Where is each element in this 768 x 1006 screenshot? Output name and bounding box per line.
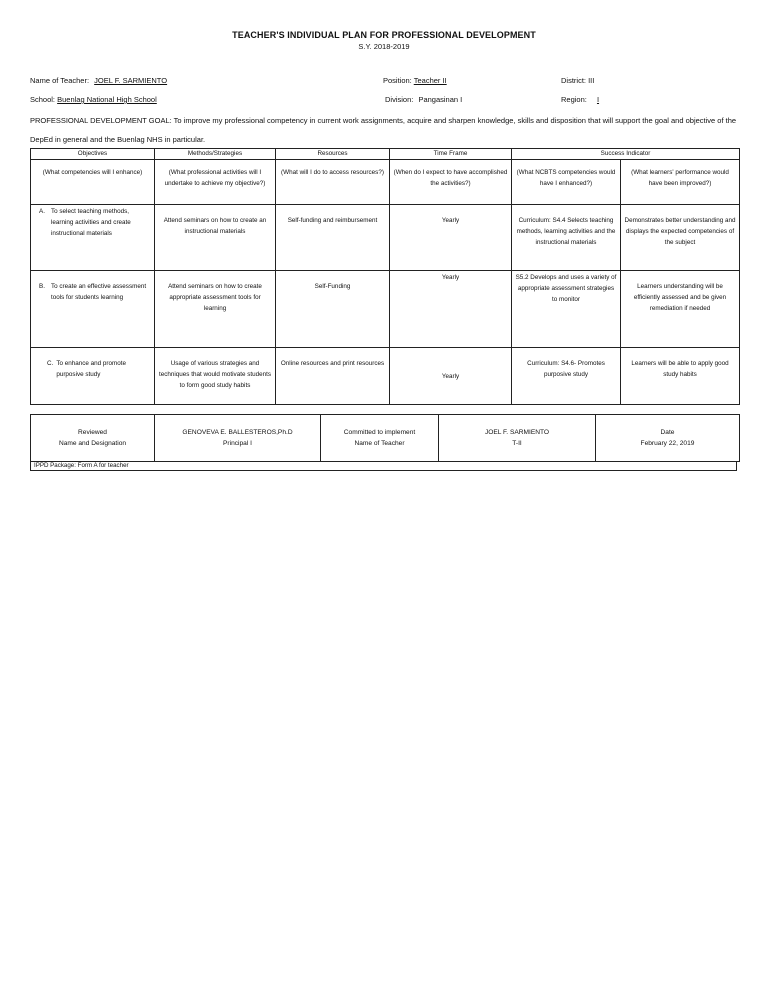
header-success-indicator: Success Indicator [512, 149, 740, 160]
row-c-resource: Online resources and print resources [276, 348, 390, 405]
region-field [561, 95, 601, 104]
signature-table [30, 414, 740, 462]
header-methods: Methods/Strategies [155, 149, 276, 160]
row-c-objective [31, 348, 155, 405]
row-b-ncbts: S5.2 Develops and uses a variety of appropriate assessment strategies to monitor [512, 271, 621, 348]
teacher-name-label: Name of Teacher: [30, 76, 90, 85]
row-a-objective-text: To select teaching methods, learning activities and create instructional materials [51, 208, 131, 237]
date-value: February 22, 2019 [640, 440, 695, 447]
reviewed-label: Reviewed [78, 429, 107, 436]
row-b-resource: Self-Funding [276, 271, 390, 348]
subheader-resources: (What will I do to access resources?) [276, 160, 390, 205]
table-row [31, 271, 740, 348]
date-label: Date [660, 429, 675, 436]
row-b-objective [31, 271, 155, 348]
row-a-time-frame: Yearly [390, 205, 512, 271]
table-header-row [31, 149, 740, 160]
row-a-resource: Self-funding and reimbursement [276, 205, 390, 271]
reviewer-title: Principal I [223, 440, 252, 447]
teacher-name-field [30, 76, 167, 85]
signing-teacher-title: T-II [512, 440, 522, 447]
school-label: School: [30, 95, 56, 104]
header-time-frame: Time Frame [390, 149, 512, 160]
row-b-objective-text: To create an effective assessment tools for students learning [51, 283, 147, 301]
school-value: Buenlag National High School [57, 95, 157, 104]
table-row [31, 348, 740, 405]
division-field [385, 95, 462, 104]
row-a-ncbts: Curriculum: S4.4 Selects teaching methods, learning activities and the instructional materials [512, 205, 621, 271]
subheader-methods: (What professional activities will I undertake to achieve my objective?) [155, 160, 276, 205]
row-b-learners: Learners understanding will be efficiently assessed and be given remediation if needed [621, 271, 740, 348]
header-objectives: Objectives [31, 149, 155, 160]
document-title: TEACHER'S INDIVIDUAL PLAN FOR PROFESSIONAL DEVELOPMENT [232, 30, 536, 40]
committed-sublabel: Name of Teacher [354, 440, 405, 447]
row-a-method: Attend seminars on how to create an instructional materials [155, 205, 276, 271]
division-label: Division: [385, 95, 414, 104]
goal-text: To improve my professional competency in current work assignments, acquire and sharpen knowledge, skills and disposition that will support the goal and objective of the DepEd in general and the Buenlag NHS in particular. [30, 116, 737, 144]
footer-note: IPPD Package: Form A for teacher [30, 461, 737, 471]
row-b-letter: B. [39, 283, 45, 290]
position-value: Teacher II [413, 76, 447, 85]
row-b-time-frame: Yearly [390, 271, 512, 348]
signing-teacher-name: JOEL F. SARMIENTO [484, 429, 550, 436]
school-year: S.Y. 2018-2019 [358, 42, 410, 51]
goal-label: PROFESSIONAL DEVELOPMENT GOAL: [30, 116, 172, 125]
teacher-name-value: JOEL F. SARMIENTO [94, 76, 168, 85]
row-b-method: Attend seminars on how to create appropriate assessment tools for learning [155, 271, 276, 348]
position-label: Position: [383, 76, 412, 85]
row-c-ncbts: Curriculum: S4.6- Promotes purposive study [512, 348, 621, 405]
subheader-time-frame: (When do I expect to have accomplished the activities?) [390, 160, 512, 205]
plan-table [30, 148, 740, 405]
position-field [383, 76, 447, 85]
row-a-learners: Demonstrates better understanding and displays the expected competencies of the subject [621, 205, 740, 271]
signature-row [31, 415, 740, 462]
reviewer-name: GENOVEVA E. BALLESTEROS,Ph.D [182, 429, 293, 436]
district-value: III [588, 76, 595, 85]
region-label: Region: [561, 95, 587, 104]
row-c-time-frame: Yearly [390, 348, 512, 405]
reviewed-sublabel: Name and Designation [58, 440, 127, 447]
table-row [31, 205, 740, 271]
row-a-letter: A. [39, 208, 45, 215]
subheader-objectives: (What competencies will I enhance) [31, 160, 155, 205]
row-c-learners: Learners will be able to apply good study habits [621, 348, 740, 405]
committed-label: Committed to implement [343, 429, 416, 436]
school-field [30, 95, 157, 104]
table-subheader-row [31, 160, 740, 205]
teacher-signature-cell [439, 415, 596, 462]
row-c-objective-text: To enhance and promote purposive study [56, 360, 126, 378]
subheader-learners: (What learners' performance would have been improved?) [621, 160, 740, 205]
region-value: I [596, 95, 600, 104]
row-c-letter: C. [47, 360, 54, 367]
reviewed-cell [31, 415, 155, 462]
date-cell [596, 415, 740, 462]
subheader-ncbts: (What NCBTS competencies would have I enhanced?) [512, 160, 621, 205]
district-field [561, 76, 594, 85]
row-c-method: Usage of various strategies and techniques that would motivate students to form good study habits [155, 348, 276, 405]
division-value: Pangasinan I [418, 95, 463, 104]
header-resources: Resources [276, 149, 390, 160]
row-a-objective [31, 205, 155, 271]
committed-cell [321, 415, 439, 462]
development-goal [30, 111, 742, 149]
reviewer-cell [155, 415, 321, 462]
district-label: District: [561, 76, 586, 85]
